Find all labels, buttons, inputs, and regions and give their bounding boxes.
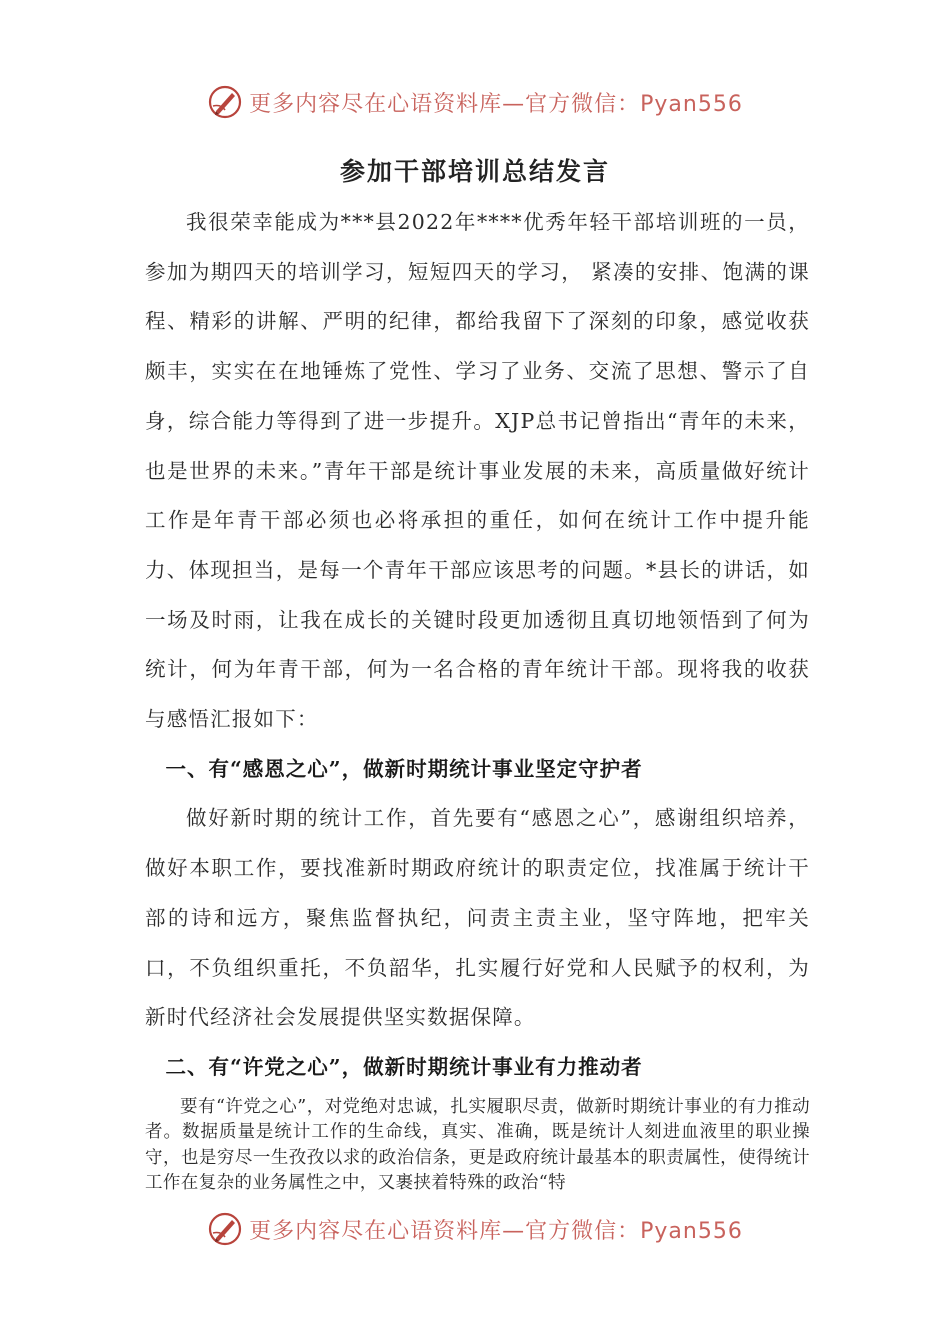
paragraph-section-2: 要有“许党之心”，对党绝对忠诚，扎实履职尽责，做新时期统计事业的有力推动者。数据质量是统计工作的生命线，真实、准确，既是统计人刻进血液里的职业操守，也是穷尽一生孜孜以求的政治信条，更是政府统计最基本的职责属性，使得统计工作在复杂的业务属性之中，又裹挟着特殊的政治“特 xyxy=(145,1096,810,1194)
paragraph-intro: 我很荣幸能成为***县2022年****优秀年轻干部培训班的一员，参加为期四天的培训学习，短短四天的学习， 紧凑的安排、饱满的课程、精彩的讲解、严明的纪律，都给我留下了深刻的印象，感觉收获颇丰，实实在在地锤炼了党性、学习了业务、交流了思想、警示了自身，综合能力等得到了进一步提升。XJP总书记曾指出“青年的未来，也是世界的未来。”青年干部是统计事业发展的未来，高质量做好统计工作是年青干部必须也必将承担的重任，如何在统计工作中提升能力、体现担当，是每一个青年干部应该思考的问题。*县长的讲话，如一场及时雨，让我在成长的关键时段更加透彻且真切地领悟到了何为统计，何为年青干部，何为一名合格的青年统计干部。现将我的收获与感悟汇报如下： xyxy=(145,210,810,732)
section-heading-2: 二、有“许党之心”，做新时期统计事业有力推动者 xyxy=(165,1054,643,1079)
watermark-banner-bottom xyxy=(0,1207,950,1251)
watermark-text: 更多内容尽在心语资料库—官方微信：Pyan556 xyxy=(249,1218,743,1244)
watermark-banner-top xyxy=(0,80,950,124)
document-body xyxy=(145,198,810,1197)
document-title: 参加干部培训总结发言 xyxy=(339,157,610,186)
pen-logo-icon xyxy=(207,84,243,120)
watermark-text: 更多内容尽在心语资料库—官方微信：Pyan556 xyxy=(249,91,743,117)
paragraph-section-1: 做好新时期的统计工作，首先要有“感恩之心”，感谢组织培养，做好本职工作，要找准新时期政府统计的职责定位，找准属于统计干部的诗和远方，聚焦监督执纪，问责主责主业，坚守阵地，把牢关口，不负组织重托，不负韶华，扎实履行好党和人民赋予的权利，为新时代经济社会发展提供坚实数据保障。 xyxy=(145,806,810,1030)
section-heading-1: 一、有“感恩之心”，做新时期统计事业坚定守护者 xyxy=(165,756,643,781)
pen-logo-icon xyxy=(207,1211,243,1247)
